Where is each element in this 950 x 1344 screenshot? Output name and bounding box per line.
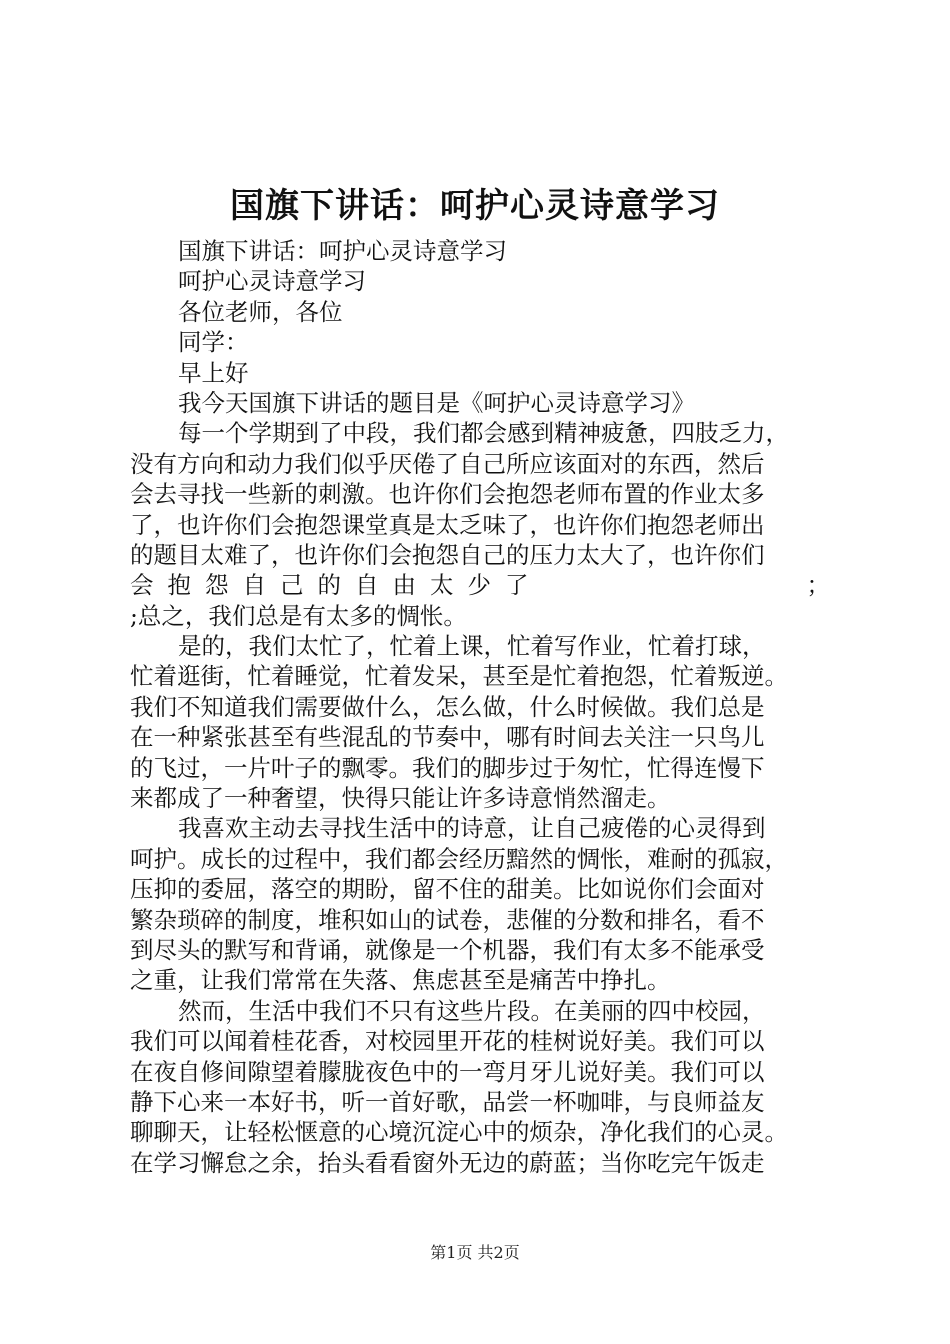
body-line: 繁杂琐碎的制度，堆积如山的试卷，悲催的分数和排名，看不 — [130, 905, 765, 934]
body-line: 压抑的委屈，落空的期盼，留不住的甜美。比如说你们会面对 — [130, 875, 765, 904]
body-line: 了，也许你们会抱怨课堂真是太乏味了，也许你们抱怨老师出 — [130, 510, 765, 539]
body-line: 各位老师，各位 — [178, 297, 343, 326]
body-line: 忙着逛街，忙着睡觉，忙着发呆，甚至是忙着抱怨，忙着叛逆。 — [130, 662, 788, 691]
body-line: 我们可以闻着桂花香，对校园里开花的桂树说好美。我们可以 — [130, 1027, 765, 1056]
spaced-punctuation: ； — [806, 571, 830, 600]
body-line: ;总之，我们总是有太多的惆怅。 — [130, 601, 467, 630]
document-title: 国旗下讲话：呵护心灵诗意学习 — [230, 186, 720, 226]
body-line: 会去寻找一些新的刺激。也许你们会抱怨老师布置的作业太多 — [130, 480, 765, 509]
body-line: 呵护心灵诗意学习 — [178, 267, 366, 296]
body-line: 来都成了一种奢望，快得只能让许多诗意悄然溜走。 — [130, 784, 671, 813]
paragraph-first-line: 我喜欢主动去寻找生活中的诗意，让自己疲倦的心灵得到 — [178, 814, 766, 843]
spaced-text: 会抱怨自己的自由太少了 — [130, 571, 543, 600]
body-line: 到尽头的默写和背诵，就像是一个机器，我们有太多不能承受 — [130, 935, 765, 964]
body-line: 我今天国旗下讲话的题目是《呵护心灵诗意学习》 — [178, 388, 695, 417]
body-line: 呵护。成长的过程中，我们都会经历黯然的惆怅，难耐的孤寂， — [130, 844, 788, 873]
body-line: 的飞过，一片叶子的飘零。我们的脚步过于匆忙，忙得连慢下 — [130, 753, 765, 782]
body-line-spaced — [130, 570, 830, 600]
body-line: 国旗下讲话：呵护心灵诗意学习 — [178, 237, 507, 265]
body-line: 在一种紧张甚至有些混乱的节奏中，哪有时间去关注一只鸟儿 — [130, 723, 765, 752]
body-line: 在夜自修间隙望着朦胧夜色中的一弯月牙儿说好美。我们可以 — [130, 1057, 765, 1086]
body-line: 同学： — [178, 328, 249, 357]
page-number-footer: 第1页 共2页 — [430, 1243, 520, 1262]
body-line: 静下心来一本好书，听一首好歌，品尝一杯咖啡，与良师益友 — [130, 1087, 765, 1116]
body-line: 在学习懈怠之余，抬头看看窗外无边的蔚蓝；当你吃完午饭走 — [130, 1148, 765, 1177]
paragraph-first-line: 每一个学期到了中段，我们都会感到精神疲惫，四肢乏力， — [178, 419, 789, 448]
body-line: 的题目太难了，也许你们会抱怨自己的压力太大了，也许你们 — [130, 540, 765, 569]
body-line: 早上好 — [178, 358, 249, 387]
body-line: 之重，让我们常常在失落、焦虑甚至是痛苦中挣扎。 — [130, 966, 671, 995]
body-line: 我们不知道我们需要做什么，怎么做，什么时候做。我们总是 — [130, 692, 765, 721]
body-line: 聊聊天，让轻松惬意的心境沉淀心中的烦杂，净化我们的心灵。 — [130, 1118, 788, 1147]
paragraph-first-line: 然而，生活中我们不只有这些片段。在美丽的四中校园， — [178, 996, 766, 1025]
body-line: 没有方向和动力我们似乎厌倦了自己所应该面对的东西，然后 — [130, 449, 765, 478]
document-body — [130, 236, 830, 1178]
paragraph-first-line: 是的，我们太忙了，忙着上课，忙着写作业，忙着打球， — [178, 632, 766, 661]
